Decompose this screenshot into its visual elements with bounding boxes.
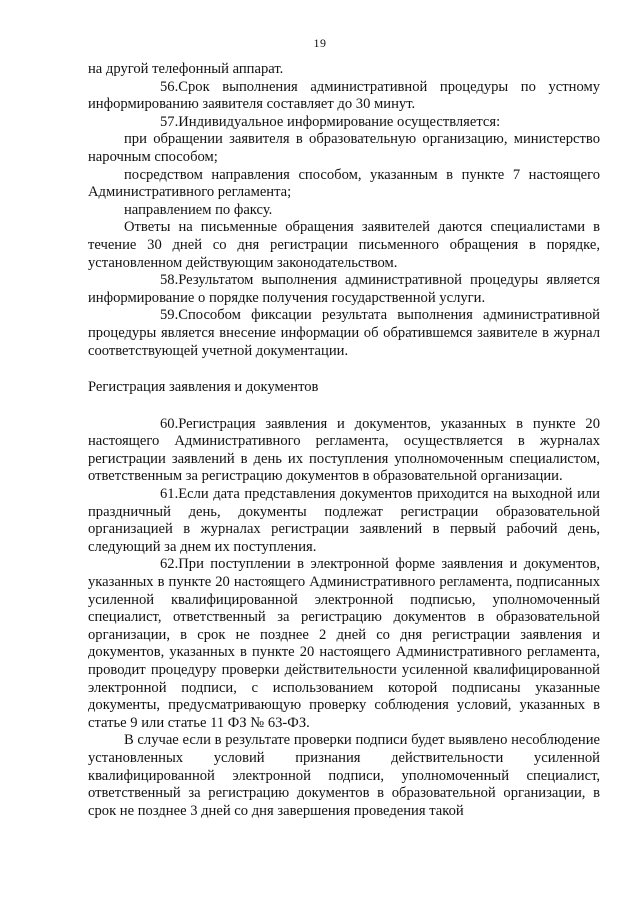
paragraph-number: 59. [160,307,179,324]
paragraph-text: Ответы на письменные обращения заявителей даются специалистами в течение 30 дней со дня регистрации письменного обращения в порядке, установленном действующим законодательством. [88,219,600,271]
paragraph [88,114,600,132]
paragraph-number: 62. [160,556,179,573]
paragraph [88,416,600,486]
paragraph [88,272,600,307]
section-heading: Регистрация заявления и документов [88,379,319,396]
paragraph-number: 60. [160,415,179,432]
paragraph [88,486,600,556]
paragraph [88,131,600,166]
paragraph-text: В случае если в результате проверки подписи будет выявлено несоблюдение установленных условий признания действительности усиленной квалифицированной электронной подписи, уполномоченный специалист, ответственный за регистрацию документов в образовательной организации, в срок не позднее 3 дней со дня завершения проведения такой [88,732,600,819]
paragraph [88,202,600,220]
paragraphs-before-heading [88,61,600,360]
paragraphs-after-heading [88,416,600,821]
paragraph-number: 58. [160,272,179,289]
paragraph [88,79,600,114]
paragraph-text: на другой телефонный аппарат. [88,61,284,77]
paragraph-text: Регистрация заявления и документов, указанных в пункте 20 настоящего Административного регламента, осуществляется в журналах регистрации заявлений в день их поступления уполномоченным специалистом, ответственным за регистрацию документов в образовательной организации. [88,415,600,485]
paragraph-text: Индивидуальное информирование осуществляется: [178,113,501,130]
paragraph-text: посредством направления способом, указанным в пункте 7 настоящего Административного регламента; [88,166,600,201]
paragraph [88,167,600,202]
paragraph [88,732,600,820]
paragraph-text: при обращении заявителя в образовательную организацию, министерство нарочным способом; [88,131,600,165]
paragraph-text: При поступлении в электронной форме заявления и документов, указанных в пункте 20 настоящего Административного регламента, подписанных усиленной квалифицированной электронной подписью, уполномоченный специалист, ответственный за регистрацию документов в образовательной организации, в срок не позднее 2 дней со дня регистрации заявления и документов, указанных в пункте 20 настоящего Административного регламента, проводит процедуру проверки действительности усиленной квалифицированной электронной подписи, с использованием которой подписаны указанные документы, предусматривающую проверку соблюдения условий, указанных в статье 9 или статье 11 ФЗ № 63-ФЗ. [88,556,600,731]
paragraph-number: 61. [160,486,179,503]
paragraph-number: 56. [160,78,179,95]
paragraph [88,307,600,360]
paragraph-text: Способом фиксации результата выполнения административной процедуры является внесение информации об обратившемся заявителе в журнал соответствующей учетной документации. [88,307,600,359]
document-body [88,61,600,820]
paragraph-text: Результатом выполнения административной процедуры является информирование о порядке получения государственной услуги. [88,272,600,306]
paragraph-text: направлением по факсу. [124,201,273,218]
paragraph-text: Если дата представления документов приходится на выходной или праздничный день, документы подлежат регистрации образовательной организацией в журналах регистрации заявлений в первый рабочий день, следующий за днем их поступления. [88,486,600,555]
paragraph [88,219,600,272]
paragraph [88,61,600,79]
paragraph-text: Срок выполнения административной процедуры по устному информированию заявителя составляет до 30 минут. [88,78,600,113]
paragraph-number: 57. [160,113,179,130]
page-number: 19 [313,36,327,50]
paragraph [88,556,600,732]
